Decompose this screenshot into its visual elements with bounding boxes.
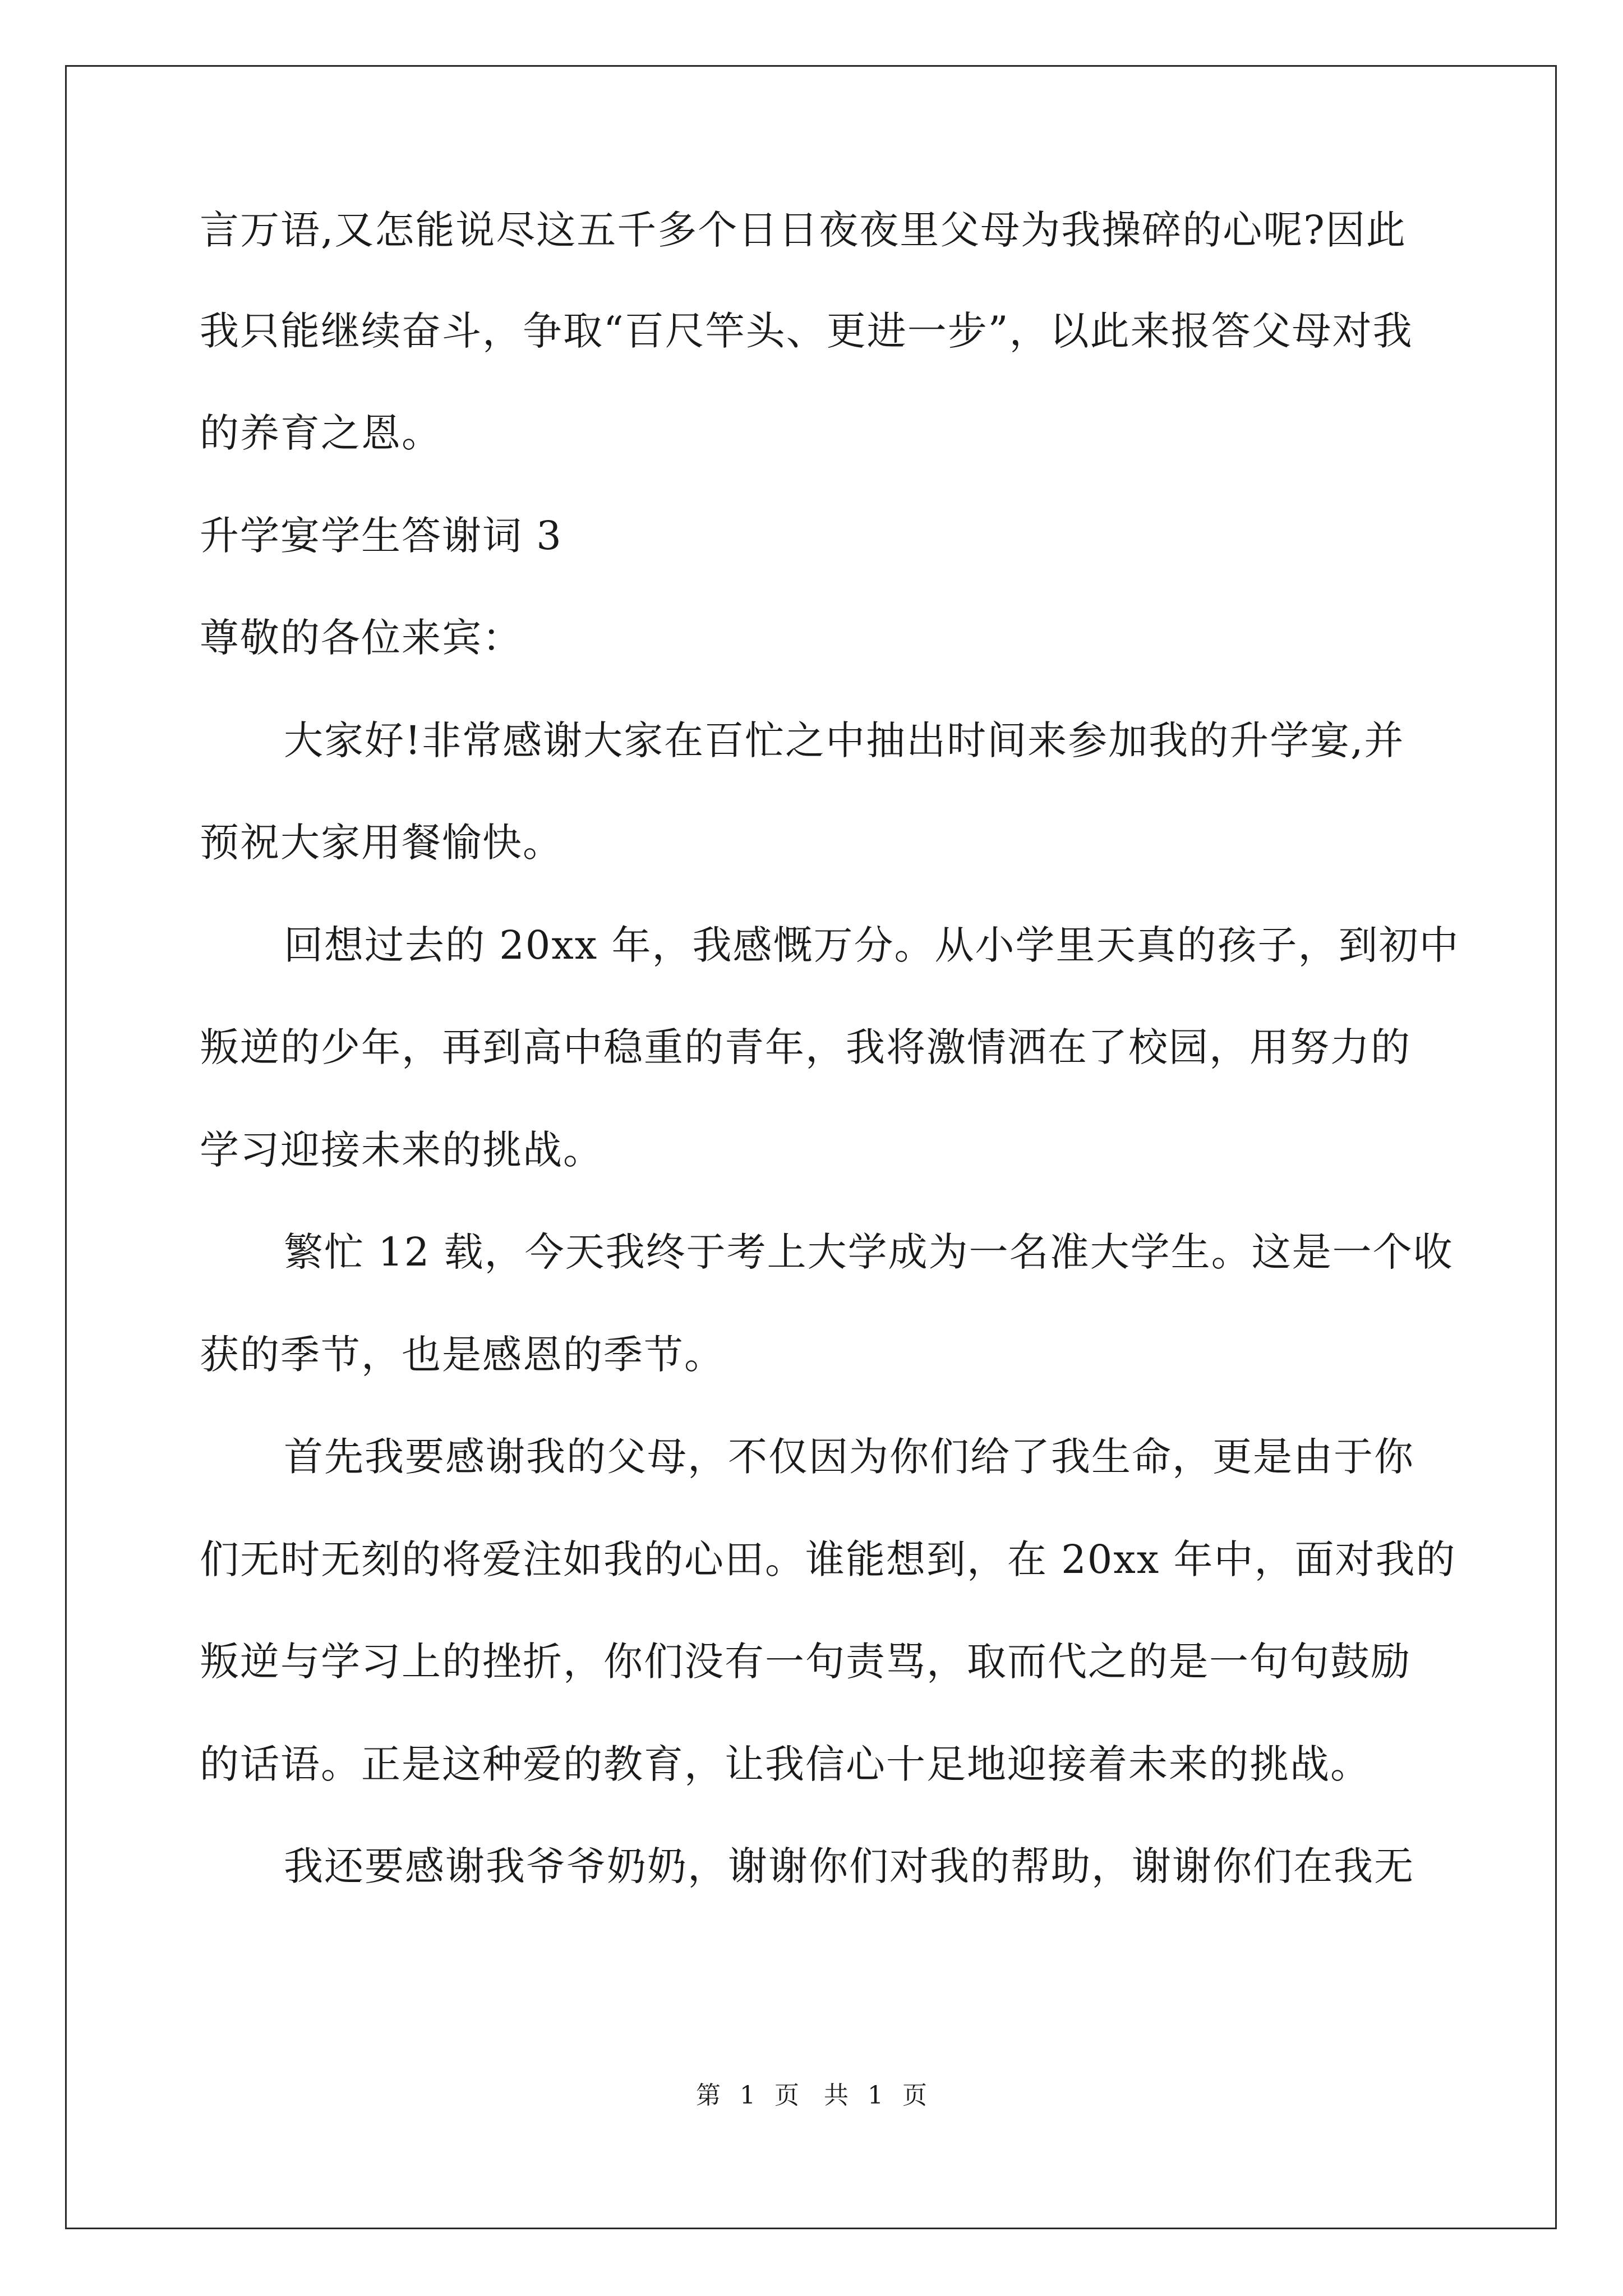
text-line: 首先我要感谢我的父母，不仅因为你们给了我生命，更是由于你 [284, 1434, 1414, 1480]
text-line: 的话语。正是这种爱的教育，让我信心十足地迎接着未来的挑战。 [200, 1741, 1371, 1787]
text-line: 我只能继续奋斗，争取“百尺竿头、更进一步”，以此来报答父母对我 [200, 308, 1413, 354]
salutation: 尊敬的各位来宾： [200, 615, 523, 661]
text-line: 我还要感谢我爷爷奶奶，谢谢你们对我的帮助，谢谢你们在我无 [284, 1843, 1414, 1889]
text-line: 们无时无刻的将爱注如我的心田。谁能想到，在 20xx 年中，面对我的 [200, 1536, 1456, 1582]
text-line: 学习迎接未来的挑战。 [200, 1127, 603, 1173]
text-line: 繁忙 12 载，今天我终于考上大学成为一名准大学生。这是一个收 [284, 1229, 1454, 1275]
text-line: 回想过去的 20xx 年，我感慨万分。从小学里天真的孩子，到初中 [284, 922, 1460, 968]
page-number-footer: 第 1 页 共 1 页 [696, 2081, 927, 2110]
text-line: 的养育之恩。 [200, 410, 442, 456]
text-line: 叛逆的少年，再到高中稳重的青年，我将激情洒在了校园，用努力的 [200, 1024, 1411, 1070]
section-heading: 升学宴学生答谢词 3 [200, 513, 562, 559]
text-line: 获的季节，也是感恩的季节。 [200, 1332, 725, 1378]
text-line: 叛逆与学习上的挫折，你们没有一句责骂，取而代之的是一句句鼓励 [200, 1639, 1411, 1685]
text-line: 言万语,又怎能说尽这五千多个日日夜夜里父母为我操碎的心呢?因此 [200, 207, 1407, 253]
text-line: 预祝大家用餐愉快。 [200, 820, 563, 866]
text-line: 大家好!非常感谢大家在百忙之中抽出时间来参加我的升学宴,并 [284, 717, 1405, 763]
